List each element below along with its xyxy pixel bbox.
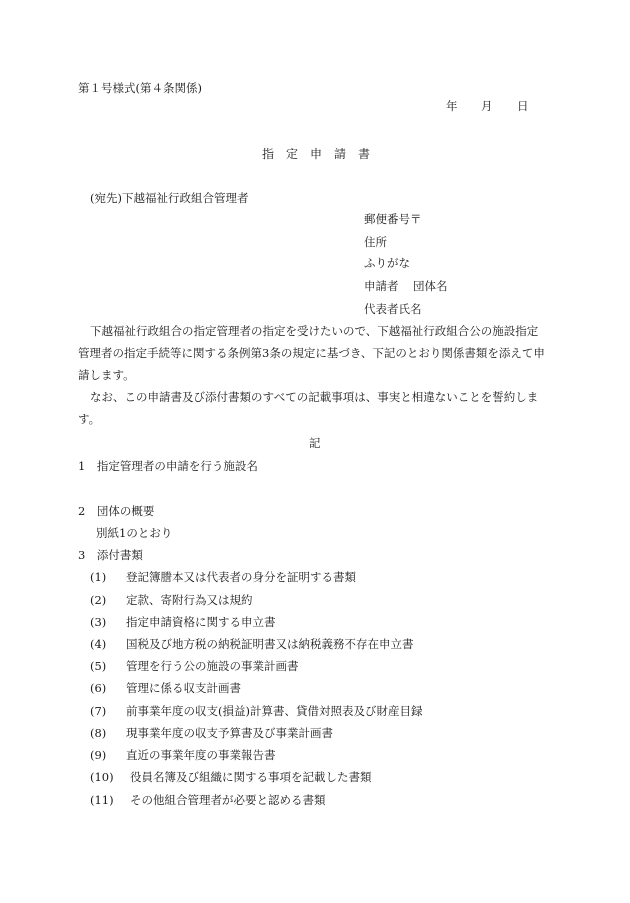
applicant-label: 申請者 bbox=[364, 279, 399, 293]
address-label: 住所 bbox=[364, 235, 387, 249]
representative-name-label: 代表者氏名 bbox=[364, 302, 422, 316]
body-paragraph-1-line-3: 請します。 bbox=[78, 368, 135, 382]
attachment-item: (11) その他組合管理者が必要と認める書類 bbox=[90, 793, 326, 807]
attachment-item: (8) 現事業年度の収支予算書及び事業計画書 bbox=[90, 726, 333, 740]
org-name-label: 団体名 bbox=[413, 279, 448, 293]
section-3-attachments: 3 添付書類 bbox=[78, 548, 143, 562]
date-month: 月 bbox=[481, 99, 493, 113]
postal-code-label: 郵便番号〒 bbox=[364, 212, 422, 226]
body-paragraph-1-line-1: 下越福祉行政組合の指定管理者の指定を受けたいので、下越福祉行政組合公の施設指定 bbox=[90, 324, 539, 338]
attachment-item: (10) 役員名簿及び組織に関する事項を記載した書類 bbox=[90, 770, 372, 784]
furigana-label: ふりがな bbox=[364, 256, 410, 270]
section-2-attachment-note: 別紙1のとおり bbox=[96, 526, 173, 540]
attachment-item: (5) 管理を行う公の施設の事業計画書 bbox=[90, 659, 299, 673]
body-paragraph-1-line-2: 管理者の指定手続等に関する条例第3条の規定に基づき、下記のとおり関係書類を添えて申 bbox=[78, 346, 545, 360]
attachment-item: (2) 定款、寄附行為又は規約 bbox=[90, 593, 253, 607]
date-day: 日 bbox=[517, 99, 529, 113]
date-year: 年 bbox=[446, 99, 458, 113]
section-1-facility-name: 1 指定管理者の申請を行う施設名 bbox=[78, 459, 258, 473]
document-title: 指 定 申 請 書 bbox=[262, 147, 371, 161]
body-paragraph-2-line-1: なお、この申請書及び添付書類のすべての記載事項は、事実と相違ないことを誓約しま bbox=[90, 390, 539, 404]
attachment-item: (6) 管理に係る収支計画書 bbox=[90, 681, 241, 695]
attachment-item: (1) 登記簿謄本又は代表者の身分を証明する書類 bbox=[90, 570, 356, 584]
attachment-item: (9) 直近の事業年度の事業報告書 bbox=[90, 748, 276, 762]
form-label: 第１号様式(第４条関係) bbox=[78, 81, 202, 95]
attachment-item: (4) 国税及び地方税の納税証明書又は納税義務不存在申立書 bbox=[90, 637, 414, 651]
attachment-item: (7) 前事業年度の収支(損益)計算書、貸借対照表及び財産目録 bbox=[90, 704, 423, 718]
ki-heading: 記 bbox=[309, 436, 321, 450]
addressee: (宛先)下越福祉行政組合管理者 bbox=[90, 191, 249, 205]
body-paragraph-2-line-2: す。 bbox=[78, 412, 101, 426]
attachment-item: (3) 指定申請資格に関する申立書 bbox=[90, 615, 276, 629]
section-2-org-overview: 2 団体の概要 bbox=[78, 504, 155, 518]
